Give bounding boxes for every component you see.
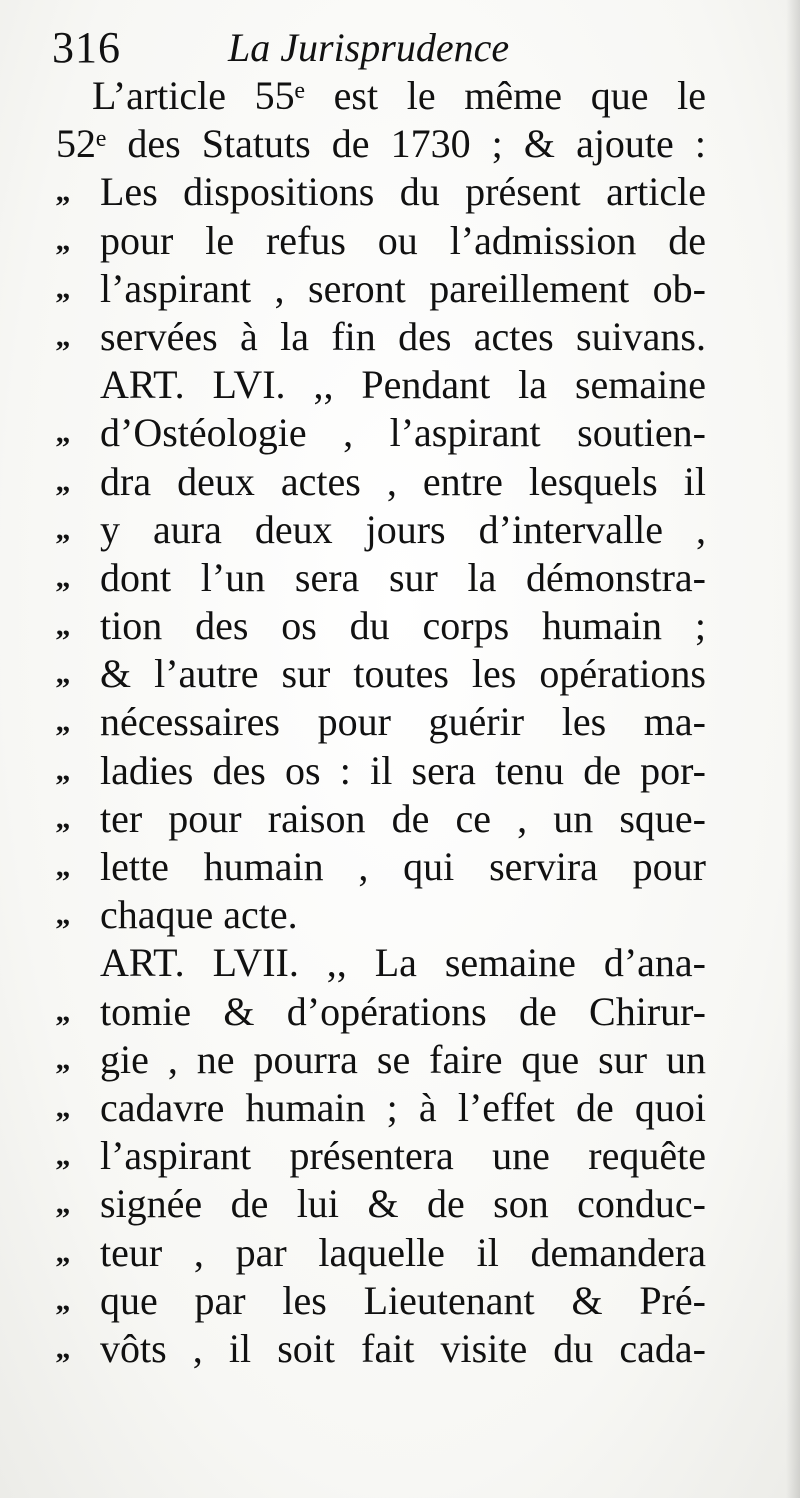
- text-line: [0, 698, 800, 746]
- text-line: [0, 217, 800, 265]
- quote-mark: ,,: [56, 223, 69, 257]
- line-text: que par les Lieutenant & Pré-: [100, 1277, 706, 1323]
- line-text: 52ᵉ des Statuts de 1730 ; & ajoute :: [56, 121, 706, 167]
- line-text: tomie & d’opérations de Chirur-: [100, 988, 706, 1034]
- quote-mark: ,,: [56, 1283, 69, 1317]
- text-line: [0, 313, 800, 361]
- text-line: [0, 458, 800, 506]
- text-line: [0, 361, 800, 409]
- text-line: [0, 168, 800, 216]
- line-text: l’aspirant présentera une requête: [100, 1133, 706, 1179]
- text-line: [0, 1277, 800, 1325]
- quote-mark: ,,: [56, 319, 69, 353]
- quote-mark: ,,: [56, 512, 69, 546]
- text-line: [0, 988, 800, 1036]
- quote-mark: ,,: [56, 464, 69, 498]
- line-text: dra deux actes , entre lesquels il: [100, 458, 706, 504]
- line-text: Les dispositions du présent article: [100, 169, 706, 215]
- line-text: nécessaires pour guérir les ma-: [100, 699, 706, 745]
- text-line: [0, 795, 800, 843]
- line-text: y aura deux jours d’intervalle ,: [100, 506, 706, 552]
- quote-mark: ,,: [56, 801, 69, 835]
- line-text: L’article 55ᵉ est le même que le: [92, 73, 706, 118]
- body-text: [0, 72, 800, 1373]
- line-text: teur , par laquelle il demandera: [100, 1229, 706, 1275]
- text-line: [0, 1132, 800, 1180]
- page-number: 316: [52, 23, 121, 72]
- quote-mark: ,,: [56, 1139, 69, 1173]
- line-text: vôts , il soit fait visite du cada-: [100, 1325, 706, 1371]
- line-text: dont l’un sera sur la démonstra-: [100, 554, 706, 600]
- quote-mark: ,,: [56, 416, 69, 450]
- quote-mark: ,,: [56, 753, 69, 787]
- text-line: [0, 265, 800, 313]
- line-text: & l’autre sur toutes les opérations: [100, 651, 706, 697]
- line-text: d’Ostéologie , l’aspirant soutien-: [100, 410, 706, 456]
- quote-mark: ,,: [56, 271, 69, 305]
- text-line: [0, 939, 800, 987]
- text-line: [0, 602, 800, 650]
- quote-mark: ,,: [56, 898, 69, 932]
- quote-mark: ,,: [56, 1235, 69, 1269]
- quote-mark: ,,: [56, 1187, 69, 1221]
- line-text: ter pour raison de ce , un sque-: [100, 795, 706, 841]
- quote-mark: ,,: [56, 705, 69, 739]
- line-text: lette humain , qui servira pour: [100, 844, 706, 889]
- text-line: [0, 1180, 800, 1228]
- line-text: l’aspirant , seront pareillement ob-: [100, 265, 706, 311]
- quote-mark: ,,: [56, 994, 69, 1028]
- line-text: pour le refus ou l’admission de: [100, 217, 706, 263]
- line-text: chaque acte.: [100, 892, 298, 938]
- text-line: [0, 1084, 800, 1132]
- text-line: [0, 1325, 800, 1373]
- line-text: tion des os du corps humain ;: [100, 603, 706, 649]
- quote-mark: ,,: [56, 850, 69, 883]
- quote-mark: ,,: [56, 1042, 69, 1076]
- text-line: [0, 506, 800, 554]
- line-text: signée de lui & de son conduc-: [100, 1181, 706, 1227]
- line-text: cadavre humain ; à l’effet de quoi: [100, 1084, 706, 1130]
- text-line: [0, 120, 800, 168]
- text-line: [0, 72, 800, 120]
- quote-mark: ,,: [56, 1090, 69, 1124]
- text-line: [0, 747, 800, 795]
- quote-mark: ,,: [56, 1331, 69, 1365]
- text-line: [0, 843, 800, 891]
- line-text: ladies des os : il sera tenu de por-: [100, 747, 706, 793]
- running-title: La Jurisprudence: [228, 25, 510, 70]
- text-line: [0, 650, 800, 698]
- text-line: [0, 409, 800, 457]
- line-text: ART. LVI. ,, Pendant la semaine: [100, 362, 706, 408]
- text-line: [0, 1036, 800, 1084]
- quote-mark: ,,: [56, 560, 69, 594]
- line-text: ART. LVII. ,, La semaine d’ana-: [100, 940, 706, 986]
- line-text: gie , ne pourra se faire que sur un: [100, 1036, 706, 1082]
- text-line: [0, 1229, 800, 1277]
- line-text: servées à la fin des actes suivans.: [100, 313, 706, 359]
- quote-mark: ,,: [56, 609, 69, 643]
- text-line: [0, 554, 800, 602]
- quote-mark: ,,: [56, 175, 69, 209]
- quote-mark: ,,: [56, 657, 69, 691]
- text-line: [0, 891, 800, 939]
- page-header: [0, 20, 800, 76]
